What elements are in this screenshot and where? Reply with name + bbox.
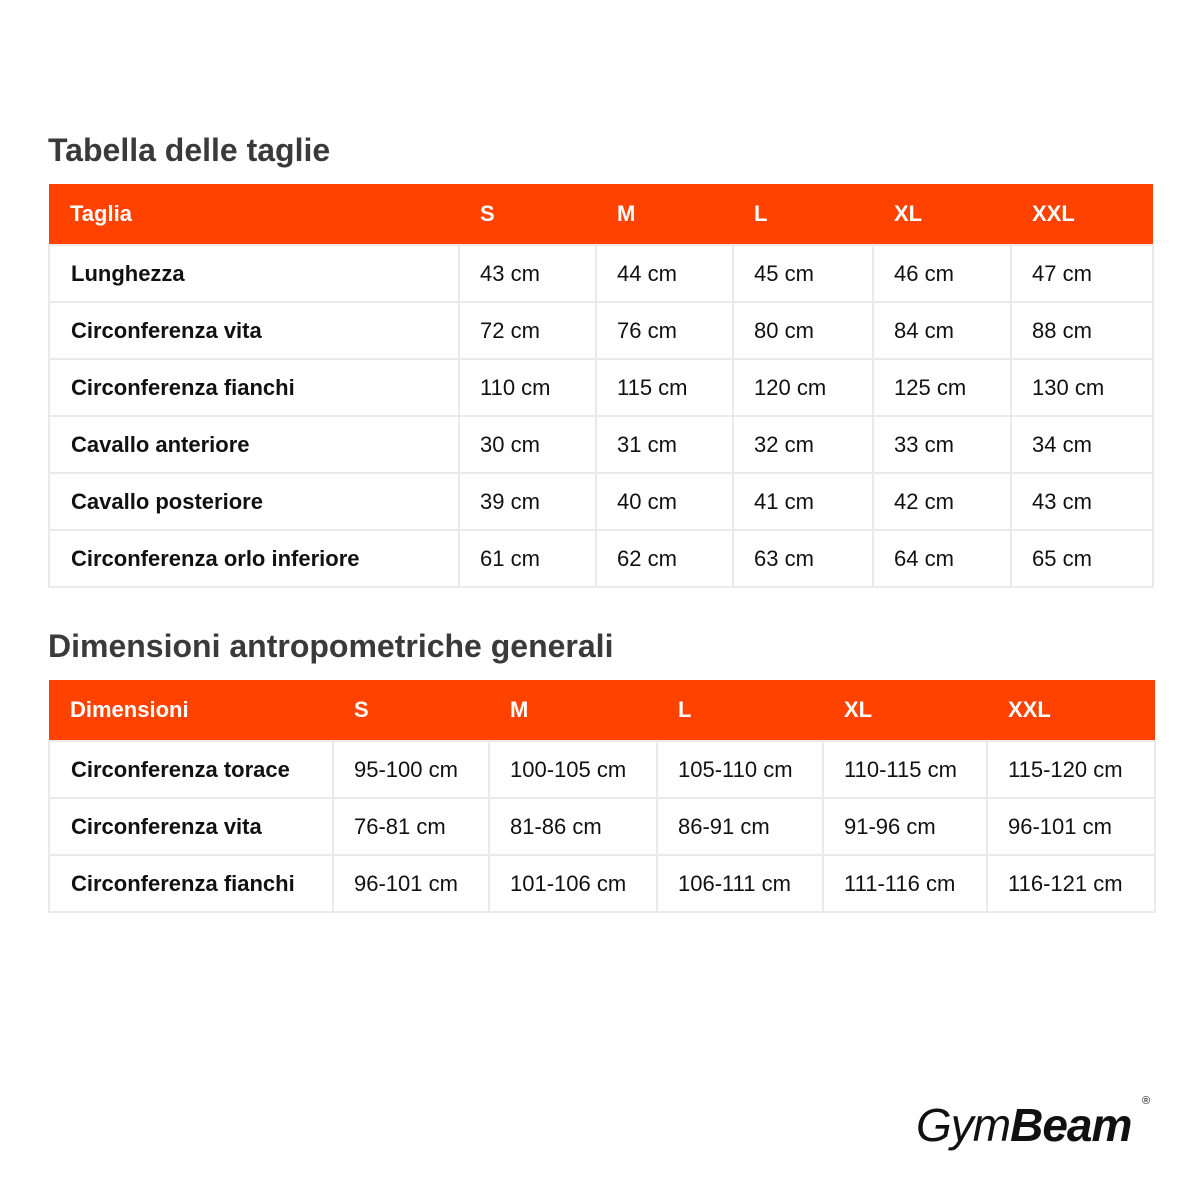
- table-cell: 80 cm: [733, 302, 873, 359]
- table-cell: 81-86 cm: [489, 798, 657, 855]
- table-cell: 44 cm: [596, 245, 733, 302]
- row-label: Circonferenza orlo inferiore: [49, 530, 459, 587]
- table-cell: 110-115 cm: [823, 741, 987, 798]
- table-cell: 46 cm: [873, 245, 1011, 302]
- table-cell: 76 cm: [596, 302, 733, 359]
- logo-text-light: Gym: [916, 1099, 1011, 1151]
- table-cell: 120 cm: [733, 359, 873, 416]
- table-cell: 62 cm: [596, 530, 733, 587]
- table-header-row: [49, 184, 1153, 245]
- row-label: Cavallo posteriore: [49, 473, 459, 530]
- table-cell: 32 cm: [733, 416, 873, 473]
- table-cell: 106-111 cm: [657, 855, 823, 912]
- registered-mark: ®: [1142, 1095, 1151, 1107]
- header-cell-xl: XL: [873, 184, 1011, 245]
- header-cell-l: L: [733, 184, 873, 245]
- table-cell: 96-101 cm: [987, 798, 1155, 855]
- row-label: Circonferenza fianchi: [49, 855, 333, 912]
- table-row: [49, 359, 1153, 416]
- row-label: Circonferenza vita: [49, 798, 333, 855]
- table-cell: 96-101 cm: [333, 855, 489, 912]
- table-cell: 91-96 cm: [823, 798, 987, 855]
- header-cell-xxl: XXL: [1011, 184, 1153, 245]
- logo-text-bold: Beam: [1010, 1099, 1132, 1151]
- row-label: Lunghezza: [49, 245, 459, 302]
- table-cell: 84 cm: [873, 302, 1011, 359]
- table-cell: 30 cm: [459, 416, 596, 473]
- table-cell: 64 cm: [873, 530, 1011, 587]
- table-cell: 105-110 cm: [657, 741, 823, 798]
- header-cell-dimension-label: Dimensioni: [49, 680, 333, 741]
- table-cell: 42 cm: [873, 473, 1011, 530]
- row-label: Circonferenza vita: [49, 302, 459, 359]
- table-cell: 76-81 cm: [333, 798, 489, 855]
- table-cell: 43 cm: [459, 245, 596, 302]
- table-cell: 100-105 cm: [489, 741, 657, 798]
- size-chart-table: [48, 184, 1154, 588]
- row-label: Cavallo anteriore: [49, 416, 459, 473]
- table-row: [49, 473, 1153, 530]
- table-header-row: [49, 680, 1155, 741]
- header-cell-xl: XL: [823, 680, 987, 741]
- table-cell: 130 cm: [1011, 359, 1153, 416]
- table-cell: 95-100 cm: [333, 741, 489, 798]
- header-cell-xxl: XXL: [987, 680, 1155, 741]
- table-cell: 125 cm: [873, 359, 1011, 416]
- size-chart-title: Tabella delle taglie: [48, 132, 331, 168]
- table-cell: 43 cm: [1011, 473, 1153, 530]
- table-row: [49, 798, 1155, 855]
- table-cell: 110 cm: [459, 359, 596, 416]
- body-dimensions-title: Dimensioni antropometriche generali: [48, 628, 614, 664]
- table-cell: 116-121 cm: [987, 855, 1155, 912]
- table-cell: 88 cm: [1011, 302, 1153, 359]
- table-cell: 115-120 cm: [987, 741, 1155, 798]
- table-row: [49, 245, 1153, 302]
- header-cell-size-label: Taglia: [49, 184, 459, 245]
- table-cell: 65 cm: [1011, 530, 1153, 587]
- gymbeam-logo: [916, 1095, 1151, 1152]
- table-cell: 40 cm: [596, 473, 733, 530]
- table-cell: 72 cm: [459, 302, 596, 359]
- table-cell: 86-91 cm: [657, 798, 823, 855]
- header-cell-m: M: [489, 680, 657, 741]
- table-row: [49, 416, 1153, 473]
- table-cell: 31 cm: [596, 416, 733, 473]
- table-cell: 115 cm: [596, 359, 733, 416]
- table-row: [49, 741, 1155, 798]
- row-label: Circonferenza torace: [49, 741, 333, 798]
- table-row: [49, 302, 1153, 359]
- header-cell-l: L: [657, 680, 823, 741]
- table-cell: 34 cm: [1011, 416, 1153, 473]
- table-cell: 45 cm: [733, 245, 873, 302]
- table-cell: 47 cm: [1011, 245, 1153, 302]
- table-cell: 61 cm: [459, 530, 596, 587]
- header-cell-s: S: [459, 184, 596, 245]
- body-dimensions-table: [48, 680, 1156, 913]
- table-cell: 33 cm: [873, 416, 1011, 473]
- table-cell: 39 cm: [459, 473, 596, 530]
- table-cell: 41 cm: [733, 473, 873, 530]
- table-cell: 63 cm: [733, 530, 873, 587]
- header-cell-s: S: [333, 680, 489, 741]
- table-row: [49, 530, 1153, 587]
- table-cell: 111-116 cm: [823, 855, 987, 912]
- header-cell-m: M: [596, 184, 733, 245]
- table-row: [49, 855, 1155, 912]
- row-label: Circonferenza fianchi: [49, 359, 459, 416]
- table-cell: 101-106 cm: [489, 855, 657, 912]
